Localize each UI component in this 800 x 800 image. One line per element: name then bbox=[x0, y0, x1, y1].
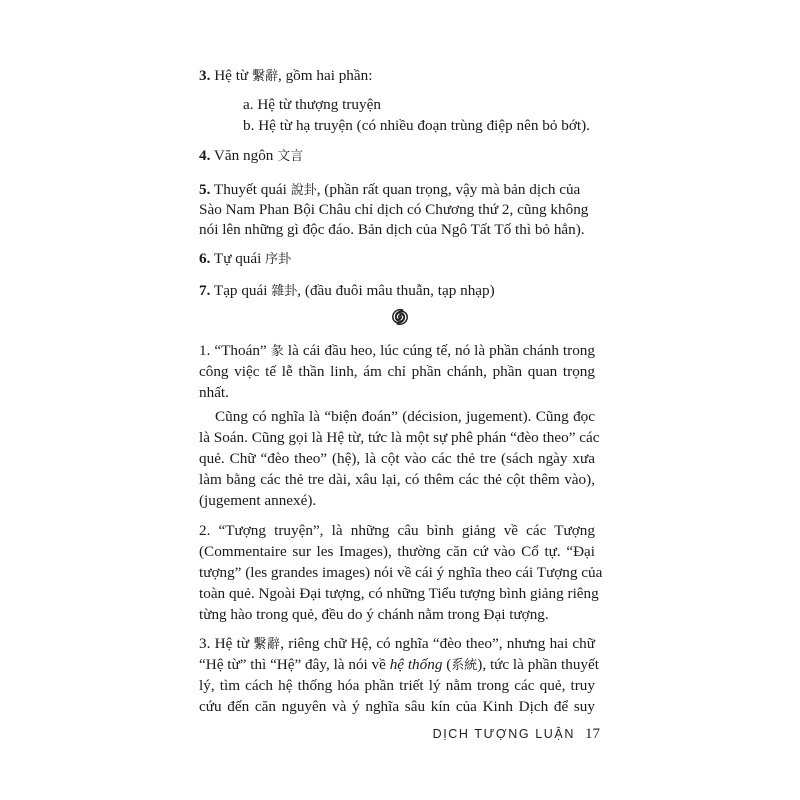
spiral-ornament-icon bbox=[388, 305, 412, 329]
note-3-line-2 bbox=[199, 655, 599, 676]
note-text: 1. “Thoán” bbox=[199, 342, 271, 359]
note-2-line-3 bbox=[199, 563, 603, 583]
note-3-line-1 bbox=[199, 634, 595, 655]
note-1-para-2-line-4 bbox=[199, 470, 595, 490]
note-text: làm bằng các thẻ tre dài, xâu lại, có thêm các thẻ cột thêm vào), bbox=[199, 471, 595, 488]
note-1-line-1 bbox=[199, 341, 595, 362]
note-text: tượng” (les grandes images) nói về cái ý nghĩa theo cái Tượng của bbox=[199, 564, 603, 581]
list-number: 3. bbox=[199, 67, 211, 84]
list-text: Tự quái bbox=[210, 250, 266, 267]
page-footer bbox=[420, 726, 600, 743]
chinese-characters: 文言 bbox=[277, 149, 304, 164]
note-2-line-2 bbox=[199, 542, 595, 562]
chinese-characters: 雜卦 bbox=[271, 284, 298, 299]
list-item-5-line-3: nói lên những gì độc đáo. Bản dịch của Ngô Tất Tố thì bỏ hẳn). bbox=[199, 221, 585, 238]
note-text: 2. “Tượng truyện”, là những câu bình giảng về các Tượng bbox=[199, 522, 595, 539]
chinese-characters: 彖 bbox=[270, 344, 284, 359]
note-1-line-3: nhất. bbox=[199, 384, 229, 401]
chinese-characters: 繫辭 bbox=[253, 637, 281, 652]
note-text: quẻ. Chữ “đèo theo” (hệ), là cột vào các thẻ tre (sách ngày xưa bbox=[199, 450, 595, 467]
list-subitem-3a: a. Hệ từ thượng truyện bbox=[243, 96, 381, 113]
list-item-5-line-1 bbox=[199, 180, 580, 201]
note-text: , riêng chữ Hệ, có nghĩa “đèo theo”, nhưng hai chữ bbox=[280, 635, 595, 652]
chinese-characters: 繫辭 bbox=[251, 69, 278, 84]
list-text-tail: , (đầu đuôi mâu thuẫn, tạp nhạp) bbox=[297, 282, 495, 299]
list-item-6 bbox=[199, 249, 291, 270]
list-number: 7. bbox=[199, 282, 211, 299]
list-subitem-3b: b. Hệ từ hạ truyện (có nhiều đoạn trùng điệp nên bỏ bớt). bbox=[243, 117, 590, 134]
note-2-line-5: từng hào trong quẻ, đều do ý chánh nằm trong Đại tượng. bbox=[199, 606, 549, 623]
list-text: Văn ngôn bbox=[210, 147, 278, 164]
chinese-characters: 系統 bbox=[451, 658, 478, 673]
list-item-7 bbox=[199, 281, 495, 302]
note-1-line-2 bbox=[199, 362, 595, 382]
note-text: là Soán. Cũng gọi là Hệ từ, tức là một sự phê phán “đèo theo” các bbox=[199, 429, 600, 446]
note-3-line-4 bbox=[199, 697, 595, 717]
running-title: DỊCH TƯỢNG LUẬN bbox=[432, 727, 575, 741]
note-2-line-1 bbox=[199, 521, 595, 541]
emphasis-text: hệ thống bbox=[389, 656, 443, 673]
note-1-para-2-line-3 bbox=[199, 449, 595, 469]
note-3-line-3 bbox=[199, 676, 595, 696]
list-text: Hệ từ bbox=[210, 67, 252, 84]
note-text: 3. Hệ từ bbox=[199, 635, 254, 652]
note-text: Cũng có nghĩa là “biện đoán” (décision, jugement). Cũng đọc bbox=[215, 408, 595, 425]
note-2-line-4 bbox=[199, 584, 599, 604]
list-text: Thuyết quái bbox=[210, 181, 291, 198]
note-text: công việc tế lễ thần linh, ám chỉ phần chánh, phần quan trọng bbox=[199, 363, 595, 380]
note-text: là cái đầu heo, lúc cúng tế, nó là phần chánh trong bbox=[283, 342, 595, 359]
list-number: 6. bbox=[199, 250, 211, 267]
note-text: “Hệ từ” thì “Hệ” đây, là nói về bbox=[199, 656, 390, 673]
list-item-4 bbox=[199, 146, 303, 167]
list-text: Tạp quái bbox=[210, 282, 272, 299]
list-number: 5. bbox=[199, 181, 211, 198]
page-number: 17 bbox=[585, 726, 600, 742]
list-number: 4. bbox=[199, 147, 211, 164]
note-text: toàn quẻ. Ngoài Đại tượng, có những Tiểu tượng bình giảng riêng bbox=[199, 585, 599, 602]
note-text: lý, tìm cách hệ thống hóa phần triết lý nằm trong các quẻ, truy bbox=[199, 677, 595, 694]
note-text: ( bbox=[442, 656, 452, 673]
chinese-characters: 序卦 bbox=[265, 252, 292, 267]
list-item-3 bbox=[199, 66, 372, 87]
note-1-para-2-line-2 bbox=[199, 428, 600, 448]
list-item-5-line-2: Sào Nam Phan Bội Châu chỉ dịch có Chương thứ 2, cũng không bbox=[199, 201, 589, 218]
note-1-para-2-line-1 bbox=[199, 407, 595, 427]
note-1-para-2-line-5: (jugement annexé). bbox=[199, 492, 317, 509]
note-text: cứu đến căn nguyên và ý nghĩa sâu kín của Kinh Dịch để suy bbox=[199, 698, 595, 715]
list-text-tail: , gồm hai phần: bbox=[277, 67, 373, 84]
note-text: ), tức là phần thuyết bbox=[477, 656, 599, 673]
list-text-tail: , (phần rất quan trọng, vậy mà bản dịch của bbox=[316, 181, 581, 198]
note-text: (Commentaire sur les Images), thường căn cứ vào Cổ tự. “Đại bbox=[199, 543, 595, 560]
chinese-characters: 說卦 bbox=[290, 183, 317, 198]
